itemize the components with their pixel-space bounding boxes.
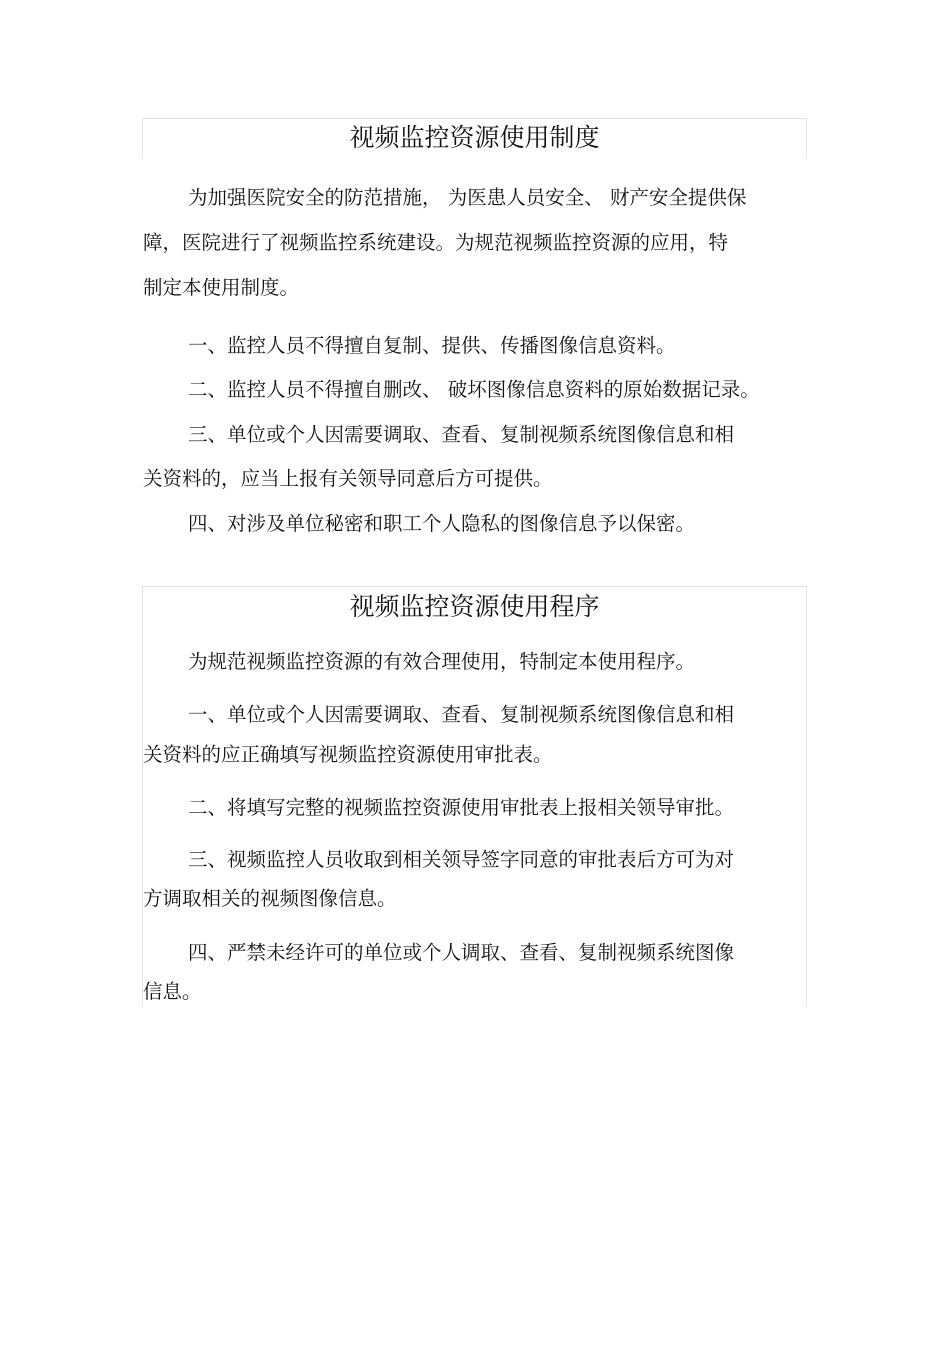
section2-step-4-cont: 信息。 <box>143 980 202 1003</box>
section2-step-4: 四、严禁未经许可的单位或个人调取、查看、复制视频系统图像 <box>188 941 735 964</box>
section1-rule-1: 一、监控人员不得擅自复制、提供、传播图像信息资料。 <box>188 334 676 357</box>
section2-step-3-cont: 方调取相关的视频图像信息。 <box>143 887 397 910</box>
section2-intro-line: 为规范视频监控资源的有效合理使用，特制定本使用程序。 <box>188 650 696 673</box>
section2-title: 视频监控资源使用程序 <box>349 592 600 621</box>
section1-intro-line: 为加强医院安全的防范措施， 为医患人员安全、 财产安全提供保 <box>188 186 747 209</box>
section1-intro-line: 制定本使用制度。 <box>143 276 300 299</box>
section2-step-1-cont: 关资料的应正确填写视频监控资源使用审批表。 <box>143 743 553 766</box>
section2-step-1: 一、单位或个人因需要调取、查看、复制视频系统图像信息和相 <box>188 703 735 726</box>
section1-rule-2: 二、监控人员不得擅自删改、 破坏图像信息资料的原始数据记录。 <box>188 378 760 401</box>
section2-step-2: 二、将填写完整的视频监控资源使用审批表上报相关领导审批。 <box>188 796 735 819</box>
section1-rule-4: 四、对涉及单位秘密和职工个人隐私的图像信息予以保密。 <box>188 512 696 535</box>
section1-title: 视频监控资源使用制度 <box>349 123 600 152</box>
section1-intro-line: 障，医院进行了视频监控系统建设。为规范视频监控资源的应用，特 <box>143 231 729 254</box>
section1-rule-3-cont: 关资料的，应当上报有关领导同意后方可提供。 <box>143 467 553 490</box>
section2-step-3: 三、视频监控人员收取到相关领导签字同意的审批表后方可为对 <box>188 848 735 871</box>
section1-rule-3: 三、单位或个人因需要调取、查看、复制视频系统图像信息和相 <box>188 423 735 446</box>
